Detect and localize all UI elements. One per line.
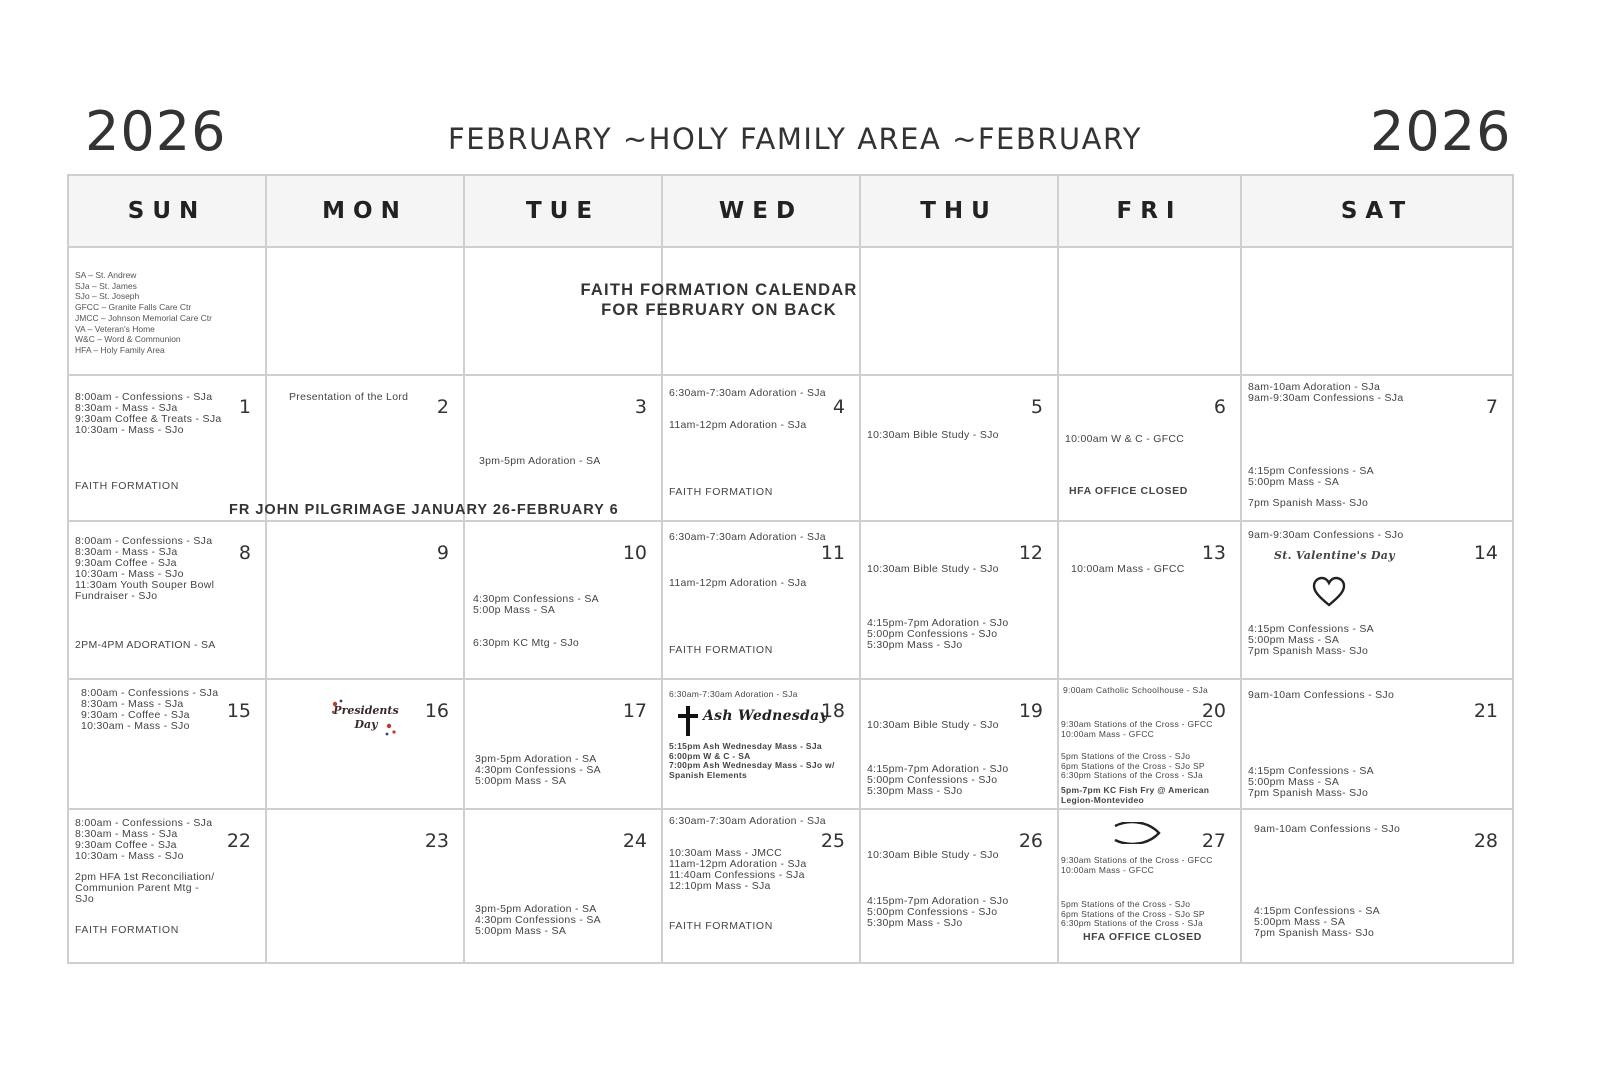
day-number: 5 xyxy=(1030,396,1043,418)
day-events-2: 5:15pm Ash Wednesday Mass - SJa 6:00pm W & C - SA 7:00pm Ash Wednesday Mass - SJo w/ Spanish Elements xyxy=(669,741,835,780)
day-cell-14[interactable] xyxy=(1242,522,1512,680)
day-header-fri: FRI xyxy=(1059,176,1242,248)
day-cell-19[interactable] xyxy=(861,680,1059,810)
day-cell-16[interactable] xyxy=(267,680,465,810)
day-number: 14 xyxy=(1473,542,1498,564)
day-events: 9am-10am Confessions - SJo xyxy=(1248,689,1395,701)
day-number: 23 xyxy=(424,830,449,852)
day-number: 12 xyxy=(1018,542,1043,564)
day-events-2: 4:15pm-7pm Adoration - SJo 5:00pm Confessions - SJo 5:30pm Mass - SJo xyxy=(867,763,1009,797)
faith-formation-label: FAITH FORMATION xyxy=(75,480,179,492)
day-events: 9am-9:30am Confessions - SJo xyxy=(1248,529,1404,541)
day-events-2: 4:15pm-7pm Adoration - SJo 5:00pm Confessions - SJo 5:30pm Mass - SJo xyxy=(867,895,1009,929)
day-events: 3pm-5pm Adoration - SA 4:30pm Confessions - SA 5:00pm Mass - SA xyxy=(475,753,601,787)
day-events-2: 4:15pm Confessions - SA 5:00pm Mass - SA xyxy=(1248,465,1374,488)
day-events: 3pm-5pm Adoration - SA xyxy=(479,455,601,467)
day-cell-10[interactable] xyxy=(465,522,663,680)
day-cell-26[interactable] xyxy=(861,810,1059,964)
day-number: 8 xyxy=(238,542,251,564)
day-events-2: 10:30am Mass - JMCC 11am-12pm Adoration - SJa 11:40am Confessions - SJa 12:10pm Mass - SJa xyxy=(669,847,807,892)
day-number: 21 xyxy=(1473,700,1498,722)
day-number: 11 xyxy=(820,542,845,564)
day-header-sun: SUN xyxy=(69,176,267,248)
office-closed-label: HFA OFFICE CLOSED xyxy=(1069,485,1188,497)
faith-formation-label: FAITH FORMATION xyxy=(669,920,773,932)
day-cell-15[interactable] xyxy=(69,680,267,810)
day-header-mon: MON xyxy=(267,176,465,248)
day-events: 8am-10am Adoration - SJa 9am-9:30am Confessions - SJa xyxy=(1248,381,1404,404)
day-cell-21[interactable] xyxy=(1242,680,1512,810)
heart-icon xyxy=(1312,576,1346,608)
day-number: 28 xyxy=(1473,830,1498,852)
day-events: 9:30am Stations of the Cross - GFCC 10:00am Mass - GFCC xyxy=(1061,855,1213,875)
day-events: 8:00am - Confessions - SJa 8:30am - Mass - SJa 9:30am Coffee & Treats - SJa 10:30am - Mass - SJo xyxy=(75,391,222,436)
faith-formation-note: FAITH FORMATION CALENDAR FOR FEBRUARY ON BACK xyxy=(580,281,858,319)
day-cell-28[interactable] xyxy=(1242,810,1512,964)
day-header-thu: THU xyxy=(861,176,1059,248)
fish-icon xyxy=(1113,822,1167,844)
day-cell-12[interactable] xyxy=(861,522,1059,680)
day-number: 24 xyxy=(622,830,647,852)
presidents-day-label: Presidents Day xyxy=(333,704,399,731)
day-number: 17 xyxy=(622,700,647,722)
day-events: 8:00am - Confessions - SJa 8:30am - Mass - SJa 9:30am - Coffee - SJa 10:30am - Mass - SJo xyxy=(81,687,219,732)
day-events-2: 2PM-4PM ADORATION - SA xyxy=(75,639,216,651)
feast-label: Presentation of the Lord xyxy=(289,391,409,403)
day-cell-2[interactable] xyxy=(267,376,465,522)
day-events-2: 11am-12pm Adoration - SJa xyxy=(669,419,807,431)
day-header-tue: TUE xyxy=(465,176,663,248)
faith-formation-label: FAITH FORMATION xyxy=(669,486,773,498)
day-events: 6:30am-7:30am Adoration - SJa xyxy=(669,387,826,399)
day-events-2: 4:15pm Confessions - SA 5:00pm Mass - SA 7pm Spanish Mass- SJo xyxy=(1254,905,1380,939)
day-cell-27[interactable] xyxy=(1059,810,1242,964)
day-number: 9 xyxy=(436,542,449,564)
day-events-2: 9:30am Stations of the Cross - GFCC 10:00am Mass - GFCC xyxy=(1061,719,1213,739)
day-cell-5[interactable] xyxy=(861,376,1059,522)
day-number: 2 xyxy=(436,396,449,418)
faith-formation-label: FAITH FORMATION xyxy=(669,644,773,656)
day-number: 1 xyxy=(238,396,251,418)
day-events: 6:30am-7:30am Adoration - SJa xyxy=(669,531,826,543)
day-events: 3pm-5pm Adoration - SA 4:30pm Confessions - SA 5:00pm Mass - SA xyxy=(475,903,601,937)
day-number: 19 xyxy=(1018,700,1043,722)
day-number: 16 xyxy=(424,700,449,722)
day-number: 15 xyxy=(226,700,251,722)
day-events-2: 4:15pm Confessions - SA 5:00pm Mass - SA 7pm Spanish Mass- SJo xyxy=(1248,765,1374,799)
day-events: 10:00am Mass - GFCC xyxy=(1071,563,1185,575)
day-events: 6:30am-7:30am Adoration - SJa xyxy=(669,815,826,827)
day-cell-8[interactable] xyxy=(69,522,267,680)
year-left: 2026 xyxy=(85,100,227,163)
day-events-2: 2pm HFA 1st Reconciliation/ Communion Parent Mtg - SJo xyxy=(75,871,215,905)
day-events-2: 11am-12pm Adoration - SJa xyxy=(669,577,807,589)
day-cell-1[interactable] xyxy=(69,376,267,522)
day-number: 25 xyxy=(820,830,845,852)
empty-cell xyxy=(267,248,465,376)
day-cell-3[interactable] xyxy=(465,376,663,522)
day-events-2: 4:15pm-7pm Adoration - SJo 5:00pm Confessions - SJo 5:30pm Mass - SJo xyxy=(867,617,1009,651)
presidents-day-decoration xyxy=(329,698,399,746)
day-number: 22 xyxy=(226,830,251,852)
abbreviation-legend: SA – St. Andrew SJa – St. James SJo – St. Joseph GFCC – Granite Falls Care Ctr JMCC – Johnson Memorial Care Ctr VA – Veteran's Home W&C – Word & Communion HFA – Holy Family Area xyxy=(75,270,212,355)
cross-icon xyxy=(677,706,699,736)
day-header-wed: WED xyxy=(663,176,861,248)
valentines-label: St. Valentine's Day xyxy=(1274,549,1395,562)
day-events: 10:30am Bible Study - SJo xyxy=(867,719,999,731)
calendar-grid xyxy=(67,174,1514,964)
faith-formation-label: FAITH FORMATION xyxy=(75,924,179,936)
day-events: 10:30am Bible Study - SJo xyxy=(867,429,999,441)
day-events-3: 5pm Stations of the Cross - SJo 6pm Stations of the Cross - SJo SP 6:30pm Stations of the Cross - SJa xyxy=(1061,751,1205,780)
day-cell-7[interactable] xyxy=(1242,376,1512,522)
day-cell-9[interactable] xyxy=(267,522,465,680)
day-number: 10 xyxy=(622,542,647,564)
day-number: 18 xyxy=(820,700,845,722)
day-events: 4:30pm Confessions - SA 5:00p Mass - SA xyxy=(473,593,599,616)
day-events: 10:00am W & C - GFCC xyxy=(1065,433,1185,445)
day-cell-18[interactable] xyxy=(663,680,861,810)
day-cell-24[interactable] xyxy=(465,810,663,964)
day-number: 6 xyxy=(1213,396,1226,418)
ash-wednesday-label: Ash Wednesday xyxy=(703,708,828,724)
empty-cell xyxy=(1059,248,1242,376)
day-number: 20 xyxy=(1201,700,1226,722)
day-events: 10:30am Bible Study - SJo xyxy=(867,563,999,575)
day-number: 4 xyxy=(832,396,845,418)
day-number: 26 xyxy=(1018,830,1043,852)
day-cell-25[interactable] xyxy=(663,810,861,964)
day-events-2: 5pm Stations of the Cross - SJo 6pm Stations of the Cross - SJo SP 6:30pm Stations of the Cross - SJa xyxy=(1061,899,1205,928)
day-cell-23[interactable] xyxy=(267,810,465,964)
legend-cell xyxy=(69,248,267,376)
day-cell-11[interactable] xyxy=(663,522,861,680)
day-cell-17[interactable] xyxy=(465,680,663,810)
day-events: 9am-10am Confessions - SJo xyxy=(1254,823,1401,835)
day-cell-6[interactable] xyxy=(1059,376,1242,522)
day-events: 9:00am Catholic Schoolhouse - SJa xyxy=(1063,685,1209,695)
day-events: 8:00am - Confessions - SJa 8:30am - Mass - SJa 9:30am Coffee - SJa 10:30am - Mass - SJo xyxy=(75,817,213,862)
day-number: 7 xyxy=(1485,396,1498,418)
office-closed-label: HFA OFFICE CLOSED xyxy=(1083,931,1202,943)
day-number: 13 xyxy=(1201,542,1226,564)
day-cell-13[interactable] xyxy=(1059,522,1242,680)
day-cell-22[interactable] xyxy=(69,810,267,964)
day-header-sat: SAT xyxy=(1242,176,1512,248)
day-events-2: 4:15pm Confessions - SA 5:00pm Mass - SA 7pm Spanish Mass- SJo xyxy=(1248,623,1374,657)
day-number: 27 xyxy=(1201,830,1226,852)
day-events-2: 6:30pm KC Mtg - SJo xyxy=(473,637,580,649)
day-events: 6:30am-7:30am Adoration - SJa xyxy=(669,689,798,699)
day-events: 8:00am - Confessions - SJa 8:30am - Mass - SJa 9:30am Coffee - SJa 10:30am - Mass - SJo 11:30am Youth Souper Bowl Fundraiser - SJo xyxy=(75,535,215,602)
page-title: FEBRUARY ~HOLY FAMILY AREA ~FEBRUARY xyxy=(448,122,1142,156)
day-number: 3 xyxy=(634,396,647,418)
year-right: 2026 xyxy=(1370,100,1512,163)
day-events-3: 7pm Spanish Mass- SJo xyxy=(1248,497,1369,509)
day-cell-4[interactable] xyxy=(663,376,861,522)
pilgrimage-banner: FR JOHN PILGRIMAGE JANUARY 26-FEBRUARY 6 xyxy=(229,502,619,518)
day-events: 10:30am Bible Study - SJo xyxy=(867,849,999,861)
day-events-4: 5pm-7pm KC Fish Fry @ American Legion-Montevideo xyxy=(1061,785,1210,805)
empty-cell xyxy=(1242,248,1512,376)
day-cell-20[interactable] xyxy=(1059,680,1242,810)
